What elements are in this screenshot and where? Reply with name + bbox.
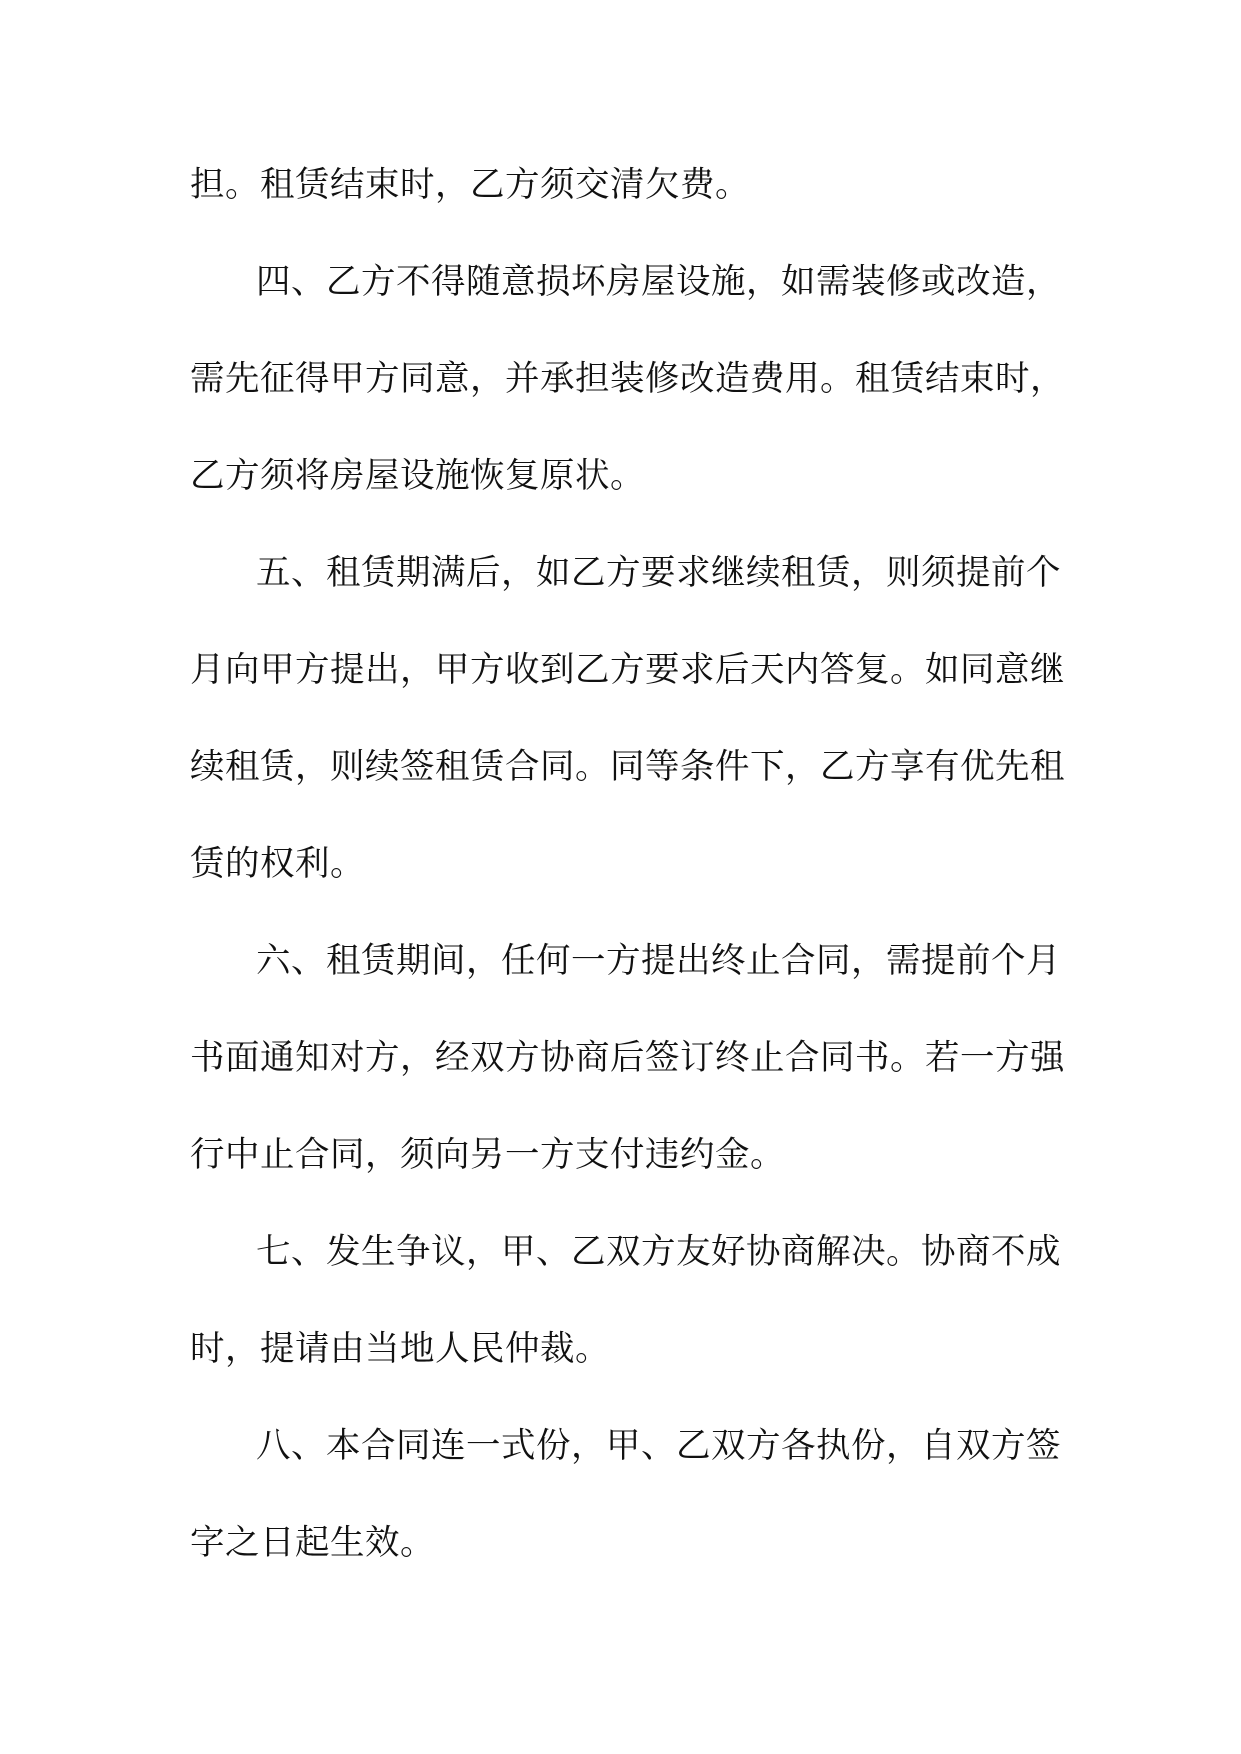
contract-text-body (190, 165, 1065, 1620)
text-line: 月向甲方提出，甲方收到乙方要求后天内答复。如同意继 (190, 650, 1065, 690)
text-line: 需先征得甲方同意，并承担装修改造费用。租赁结束时， (190, 359, 1065, 399)
clause-8-line: 八、本合同连一式份，甲、乙双方各执份，自双方签 (256, 1426, 1061, 1466)
clause-4-line: 四、乙方不得随意损坏房屋设施，如需装修或改造， (256, 262, 1061, 302)
text-line: 字之日起生效。 (190, 1523, 435, 1563)
text-line: 担。租赁结束时，乙方须交清欠费。 (190, 165, 750, 205)
text-line: 赁的权利。 (190, 844, 365, 884)
text-line: 时，提请由当地人民仲裁。 (190, 1329, 610, 1369)
text-line: 续租赁，则续签租赁合同。同等条件下，乙方享有优先租 (190, 747, 1065, 787)
text-line: 乙方须将房屋设施恢复原状。 (190, 456, 645, 496)
clause-5-line: 五、租赁期满后，如乙方要求继续租赁，则须提前个 (256, 553, 1061, 593)
text-line: 书面通知对方，经双方协商后签订终止合同书。若一方强 (190, 1038, 1065, 1078)
text-line: 行中止合同，须向另一方支付违约金。 (190, 1135, 785, 1175)
clause-6-line: 六、租赁期间，任何一方提出终止合同，需提前个月 (256, 941, 1061, 981)
clause-7-line: 七、发生争议，甲、乙双方友好协商解决。协商不成 (256, 1232, 1061, 1272)
